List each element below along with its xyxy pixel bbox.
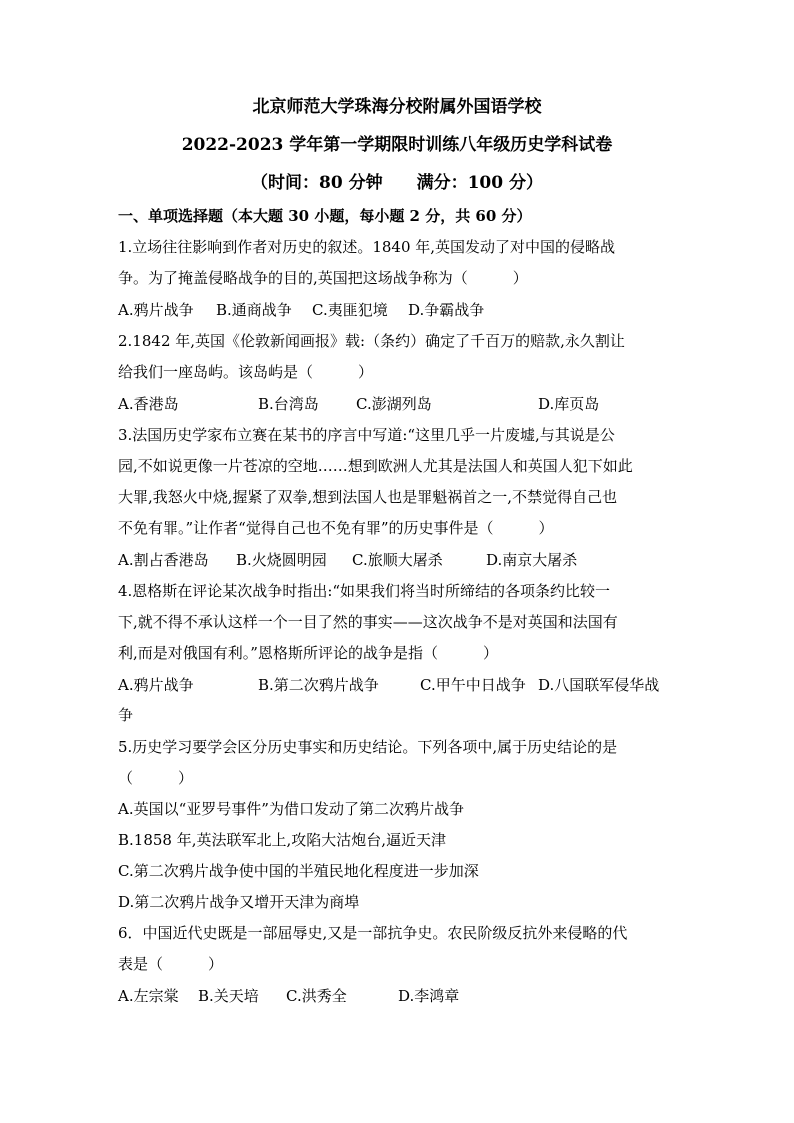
- question-3-option-a: A.割占香港岛: [118, 551, 209, 569]
- question-4-option-d-wrap: 争: [118, 706, 134, 724]
- question-6-option-a: A.左宗棠: [118, 987, 179, 1005]
- time-info: （时间：80 分钟 满分：100 分）: [251, 173, 543, 193]
- question-3-option-b: B.火烧圆明园: [236, 551, 327, 569]
- question-4-line-2: 下,就不得不承认这样一个一目了然的事实——这次战争不是对英国和法国有: [118, 613, 618, 631]
- question-2-option-b: B.台湾岛: [258, 395, 319, 413]
- question-5-option-d: D.第二次鸦片战争又增开天津为商埠: [118, 893, 360, 911]
- question-1-option-b: B.通商战争: [216, 301, 292, 319]
- question-6-option-d: D.李鸿章: [398, 987, 460, 1005]
- question-1-option-d: D.争霸战争: [408, 301, 485, 319]
- question-3-option-d: D.南京大屠杀: [486, 551, 578, 569]
- question-2-option-a: A.香港岛: [118, 395, 179, 413]
- question-5-line-2: （ ）: [118, 769, 194, 787]
- question-1-line-2: 争。为了掩盖侵略战争的目的,英国把这场战争称为（ ）: [118, 269, 528, 287]
- question-3-line-3: 大罪,我怒火中烧,握紧了双拳,想到法国人也是罪魁祸首之一,不禁觉得自己也: [118, 488, 618, 506]
- question-3-line-4: 不免有罪。”让作者“觉得自己也不免有罪”的历史事件是（ ）: [118, 519, 554, 537]
- question-4-line-1: 4.恩格斯在评论某次战争时指出:“如果我们将当时所缔结的各项条约比较一: [118, 582, 611, 600]
- question-2-line-2: 给我们一座岛屿。该岛屿是（ ）: [118, 363, 374, 381]
- question-1-line-1: 1.立场往往影响到作者对历史的叙述。1840 年,英国发动了对中国的侵略战: [118, 238, 616, 256]
- question-1-option-a: A.鸦片战争: [118, 301, 194, 319]
- exam-title: 2022-2023 学年第一学期限时训练八年级历史学科试卷: [181, 135, 613, 155]
- question-2-line-1: 2.1842 年,英国《伦敦新闻画报》载:（条约）确定了千百万的赔款,永久割让: [118, 332, 625, 350]
- question-5-line-1: 5.历史学习要学会区分历史事实和历史结论。下列各项中,属于历史结论的是: [118, 738, 618, 756]
- question-4-option-c: C.甲午中日战争: [420, 676, 526, 694]
- question-3-option-c: C.旅顺大屠杀: [352, 551, 443, 569]
- question-6-option-b: B.关天培: [198, 987, 259, 1005]
- question-5-option-a: A.英国以“亚罗号事件”为借口发动了第二次鸦片战争: [118, 800, 464, 818]
- question-2-option-d: D.库页岛: [538, 395, 600, 413]
- question-4-option-d: D.八国联军侵华战: [538, 676, 660, 694]
- section-heading: 一、单项选择题（本大题 30 小题，每小题 2 分，共 60 分）: [118, 207, 532, 225]
- question-5-option-c: C.第二次鸦片战争使中国的半殖民地化程度进一步加深: [118, 862, 479, 880]
- question-4-line-3: 利,而是对俄国有利。”恩格斯所评论的战争是指（ ）: [118, 644, 498, 662]
- question-1-option-c: C.夷匪犯境: [312, 301, 388, 319]
- question-4-option-a: A.鸦片战争: [118, 676, 194, 694]
- question-5-option-b: B.1858 年,英法联军北上,攻陷大沽炮台,逼近天津: [118, 831, 447, 849]
- question-3-line-1: 3.法国历史学家布立赛在某书的序言中写道:“这里几乎一片废墟,与其说是公: [118, 426, 615, 444]
- school-name: 北京师范大学珠海分校附属外国语学校: [252, 97, 542, 117]
- question-4-option-b: B.第二次鸦片战争: [258, 676, 379, 694]
- question-3-line-2: 园,不如说更像一片苍凉的空地……想到欧洲人尤其是法国人和英国人犯下如此: [118, 457, 633, 475]
- question-6-line-2: 表是（ ）: [118, 955, 224, 973]
- question-2-option-c: C.澎湖列岛: [356, 395, 432, 413]
- question-6-line-1: 6．中国近代史既是一部屈辱史,又是一部抗争史。农民阶级反抗外来侵略的代: [118, 924, 628, 942]
- question-6-option-c: C.洪秀全: [286, 987, 347, 1005]
